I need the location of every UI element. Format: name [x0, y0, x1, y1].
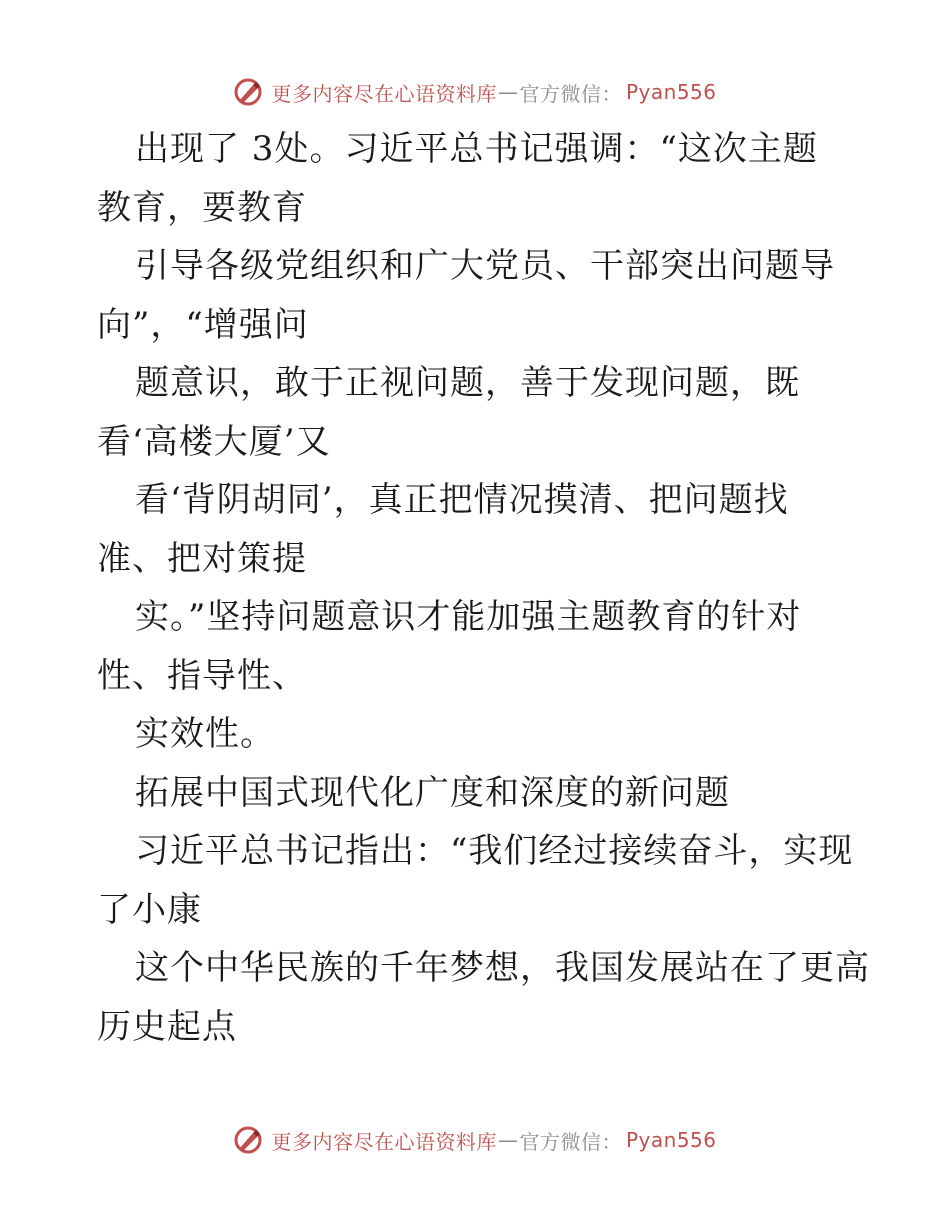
text-line: 实效性。	[135, 714, 275, 754]
watermark-text: 更多内容尽在心语资料库	[271, 1129, 497, 1154]
text-line: 看‘背阴胡同’，真正把情况摸清、把问题找	[135, 480, 789, 520]
text-line: 性、指导性、	[97, 655, 307, 696]
text-line: 历史起点	[97, 1006, 237, 1047]
header-watermark	[0, 72, 950, 112]
text-line: 教育，要教育	[97, 187, 307, 228]
footer-watermark	[0, 1120, 950, 1160]
pen-logo-icon	[233, 1125, 263, 1155]
watermark-wechat-id: Pyan556	[625, 1128, 717, 1152]
text-line: 题意识，敢于正视问题，善于发现问题，既	[135, 363, 800, 403]
watermark-text: 更多内容尽在心语资料库	[271, 81, 497, 106]
watermark-official-label: 官方微信：	[519, 81, 622, 106]
watermark-wechat-id: Pyan556	[625, 80, 717, 104]
text-line: 准、把对策提	[97, 538, 307, 579]
text-line: 引导各级党组织和广大党员、干部突出问题导	[135, 246, 835, 286]
text-line: 看‘高楼大厦’又	[97, 421, 331, 462]
watermark-official-label: 官方微信：	[519, 1129, 622, 1154]
text-line: 实。”坚持问题意识才能加强主题教育的针对	[135, 597, 802, 637]
text-line: 向”，“增强问	[97, 304, 309, 345]
watermark-dash: —	[497, 1128, 519, 1152]
section-heading: 拓展中国式现代化广度和深度的新问题	[135, 772, 730, 813]
text-line: 这个中华民族的千年梦想，我国发展站在了更高	[135, 948, 870, 988]
document-body	[97, 120, 877, 1056]
text-line: 出现了 3处。习近平总书记强调：“这次主题	[135, 129, 818, 169]
pen-logo-icon	[233, 77, 263, 107]
text-line: 习近平总书记指出：“我们经过接续奋斗，实现	[135, 831, 854, 871]
watermark-dash: —	[497, 80, 519, 104]
text-line: 了小康	[97, 889, 202, 930]
